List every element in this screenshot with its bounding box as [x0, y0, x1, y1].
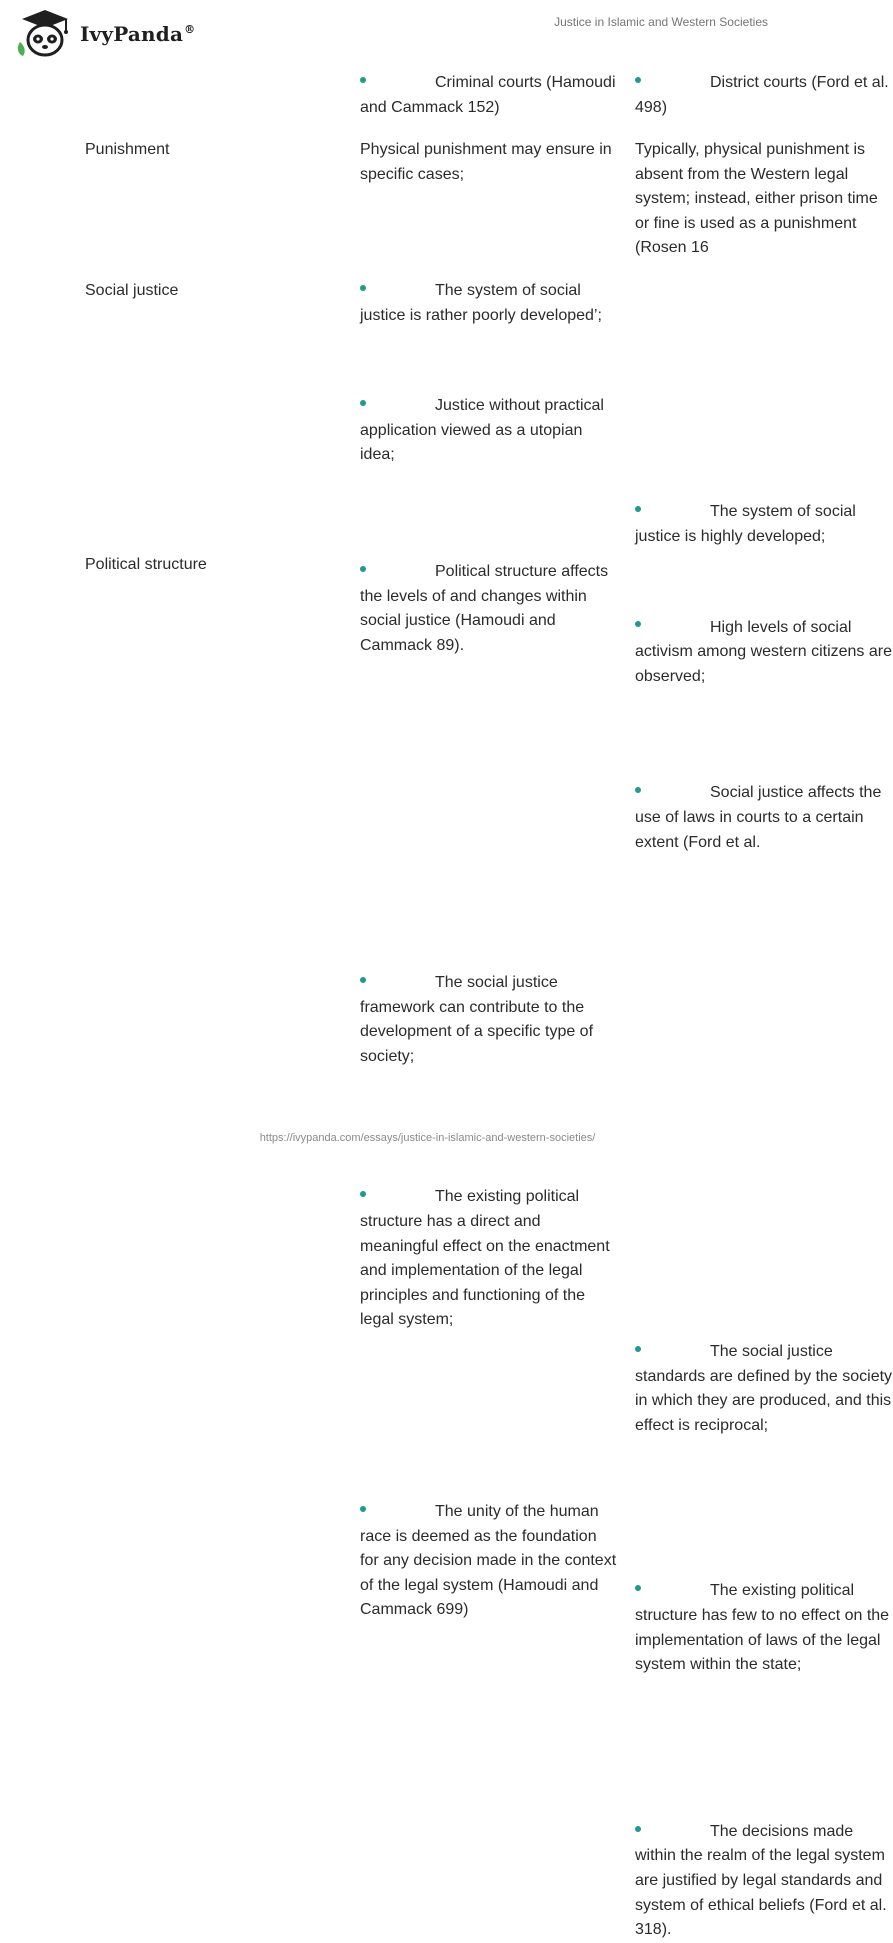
courts-western-item: District courts (Ford et al. 498)	[635, 74, 889, 116]
social-justice-islamic-item: The system of social justice is rather poorly developed’;	[360, 282, 602, 324]
bullet-icon	[635, 1826, 641, 1832]
bullet-icon	[360, 1506, 366, 1512]
political-structure-western-item: The decisions made within the realm of the legal system are justified by legal standards and system of ethical beliefs (Ford et al. 318).	[635, 1822, 887, 1939]
bullet-icon	[360, 400, 366, 406]
bullet-icon	[360, 285, 366, 291]
social-justice-islamic-item: Justice without practical application viewed as a utopian idea;	[360, 397, 604, 464]
row-label-punishment: Punishment	[85, 141, 170, 158]
political-structure-western-item: The existing political structure has few to no effect on the implementation of laws of the legal system within the state;	[635, 1582, 890, 1674]
document-running-title: Justice in Islamic and Western Societies	[554, 15, 768, 29]
courts-islamic-item: Criminal courts (Hamoudi and Cammack 152)	[360, 74, 616, 116]
bullet-icon	[360, 977, 366, 983]
source-url[interactable]: https://ivypanda.com/essays/justice-in-islamic-and-western-societies/	[259, 1132, 596, 1144]
social-justice-western-item: The system of social justice is highly developed;	[635, 503, 856, 545]
political-structure-western-item: The social justice standards are defined by the society in which they are produced, and this effect is reciprocal;	[635, 1343, 893, 1434]
social-justice-western-item: High levels of social activism among western citizens are observed;	[635, 618, 892, 685]
row-label-social-justice: Social justice	[85, 282, 179, 299]
bullet-icon	[635, 1346, 641, 1352]
bullet-icon	[360, 77, 366, 83]
social-justice-islamic-item: Political structure affects the levels of and changes within social justice (Hamoudi and Cammack 89).	[360, 562, 609, 654]
row-label-political-structure: Political structure	[85, 556, 207, 573]
social-justice-western-item: Social justice affects the use of laws in courts to a certain extent (Ford et al.	[635, 784, 882, 851]
bullet-icon	[360, 566, 366, 572]
logo-wordmark: IvyPanda®	[80, 22, 196, 46]
bullet-icon	[635, 787, 641, 793]
punishment-islamic: Physical punishment may ensure in specific cases;	[360, 141, 612, 183]
bullet-icon	[635, 621, 641, 627]
punishment-western: Typically, physical punishment is absent from the Western legal system; instead, either prison time or fine is used as a punishment (Rosen 16	[635, 141, 878, 257]
political-structure-islamic-item: The unity of the human race is deemed as the foundation for any decision made in the context of the legal system (Hamoudi and Cammack 699)	[360, 1503, 617, 1619]
bullet-icon	[635, 506, 641, 512]
political-structure-islamic-item: The existing political structure has a direct and meaningful effect on the enactment and implementation of the legal principles and functioning of the legal system;	[360, 1188, 610, 1329]
bullet-icon	[635, 1585, 641, 1591]
bullet-icon	[360, 1191, 366, 1197]
political-structure-islamic-item: The social justice framework can contribute to the development of a specific type of society;	[360, 974, 594, 1065]
bullet-icon	[635, 77, 641, 83]
